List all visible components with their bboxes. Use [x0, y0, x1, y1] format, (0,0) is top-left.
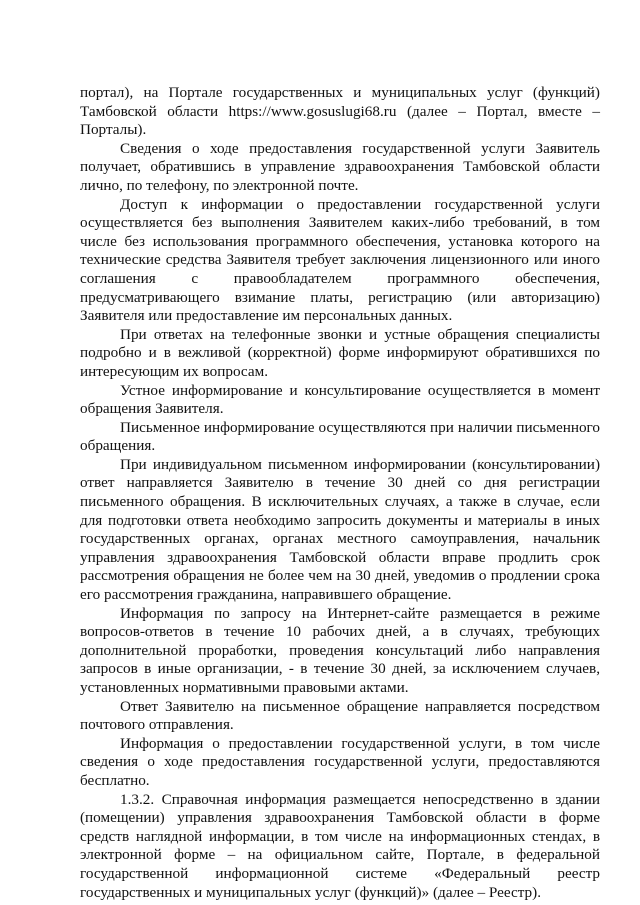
paragraph-portal-continuation: портал), на Портале государственных и муниципальных услуг (функций) Тамбовской области https://www.gosuslugi68.ru (далее – Портал, вместе – Порталы). — [80, 84, 600, 139]
paragraph-access-to-information: Доступ к информации о предоставлении государственной услуги осуществляется без выполнения Заявителем каких-либо требований, в том числе без использования программного обеспечения, установка которого на технические средства Заявителя требует заключения лицензионного или иного соглашения с правообладателем программного обеспечения, предусматривающего взимание платы, регистрацию (или авторизацию) Заявителя или предоставление им персональных данных. — [80, 195, 600, 325]
document-page — [80, 84, 600, 902]
paragraph-free-of-charge: Информация о предоставлении государственной услуги, в том числе сведения о ходе предоставления государственной услуги, предоставляются бесплатно. — [80, 734, 600, 789]
paragraph-section-1-3-2: 1.3.2. Справочная информация размещается непосредственно в здании (помещении) управления здравоохранения Тамбовской области в форме средств наглядной информации, в том числе на информационных стендах, в электронной форме – на официальном сайте, Портале, в федеральной государственной информационной системе «Федеральный реестр государственных и муниципальных услуг (функций)» (далее – Реестр). — [80, 790, 600, 901]
paragraph-oral-informing: Устное информирование и консультирование осуществляется в момент обращения Заявителя. — [80, 381, 600, 418]
paragraph-individual-written-response: При индивидуальном письменном информировании (консультировании) ответ направляется Заявителю в течение 30 дней со дня регистрации письменного обращения. В исключительных случаях, а также в случае, если для подготовки ответа необходимо запросить документы и материалы в иных государственных органах, органах местного самоуправления, начальник управления здравоохранения Тамбовской области вправе продлить срок рассмотрения обращения не более чем на 30 дней, уведомив о продлении срока его рассмотрения гражданина, направившего обращение. — [80, 455, 600, 604]
paragraph-postal-reply: Ответ Заявителю на письменное обращение направляется посредством почтового отправления. — [80, 697, 600, 734]
paragraph-internet-site-requests: Информация по запросу на Интернет-сайте размещается в режиме вопросов-ответов в течение 10 рабочих дней, а в случаях, требующих дополнительной проработки, проведения консультаций либо направления запросов в иные организации, - в течение 30 дней, за исключением случаев, установленных нормативными правовыми актами. — [80, 604, 600, 696]
paragraph-phone-answers: При ответах на телефонные звонки и устные обращения специалисты подробно и в вежливой (корректной) форме информируют обратившихся по интересующим их вопросам. — [80, 325, 600, 380]
paragraph-written-informing: Письменное информирование осуществляются при наличии письменного обращения. — [80, 418, 600, 455]
paragraph-service-status-info: Сведения о ходе предоставления государственной услуги Заявитель получает, обратившись в управление здравоохранения Тамбовской области лично, по телефону, по электронной почте. — [80, 139, 600, 194]
